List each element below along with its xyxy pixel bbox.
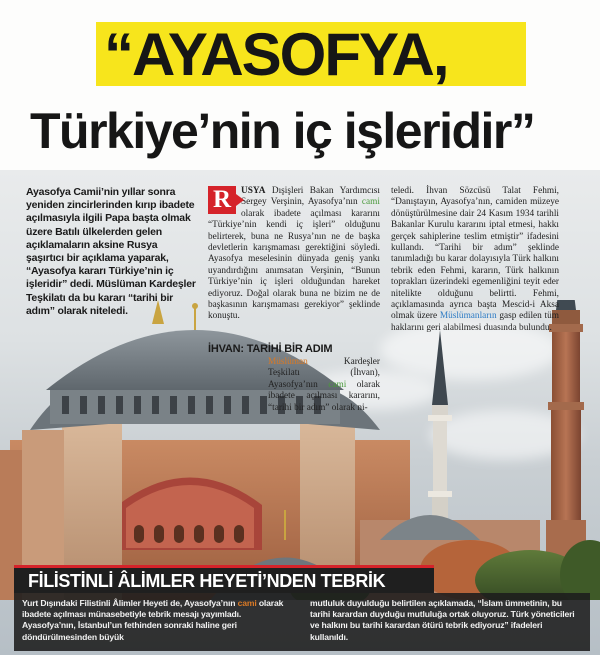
subsection-text [208,357,380,414]
news-box-title: FİLİSTİNLİ ÂLİMLER HEYETİ’NDEN TEBRİK [28,571,386,591]
drop-cap: R [208,186,236,214]
subsection-text-a: Kardeşler Teşkilatı (İhvan), Ayasofya’nın [268,357,380,390]
article-column-3 [391,186,559,334]
col2-caps: USYA [241,186,266,196]
col2-text-b: olarak ibadete açılması kararını “Türkiye’nin kendi iç işleri” olduğunu belirterek, buna ne Rusya’nın ne de başka devletlerin karışmaması gerektiğini söyledi. Ayasofya meselesinin dünyada geniş yankı uyandırdığını anımsatan Verşinin, “Bunun Türkiye’nin iç işleri olduğundan hareket ediyoruz. Doğal olarak buna ne bizim ne de başkasının karışmaması gerekiyor” şeklinde konuştu. [208,208,380,322]
keyword-cami-2: cami [328,379,347,390]
news-col1-text-a: Yurt Dışındaki Filistinli Âlimler Heyeti de, Ayasofya’nın [22,598,238,608]
col3-text-b: gasp edilen tüm haklarını geri alabilmesi duasında bulundu. [391,311,559,333]
article-column-2 [208,186,380,323]
news-box-title-bar [14,565,434,593]
col2-text-a: Dışişleri Bakan Yardımcısı Sergey Verşinin, Ayasofya’nın [241,186,380,208]
news-col1-text-b: olarak ibadete açılması münasebetiyle tebrik mesajı yayımladı. Ayasofya’nın, İstanbul’un fethinden sonraki haline geri döndürülmesinden büyük [22,598,284,642]
lead-paragraph: Ayasofya Camii’nin yıllar sonra yeniden zincirlerinden kırıp ibadete açılmasıyla ilgili Papa başta olmak üzere Batılı ülkelerden gelen açıklamaların aksine Rusya şaşırtıcı bir açıklama yaparak, “Ayasofya kararı Türkiye’nin iç işleridir” dedi. Müslüman Kardeşler Teşkilatı da bu kararı “tarihi bir adım” olarak niteledi. [26,186,196,317]
subsection-heading: İHVAN: TARİHİ BİR ADIM [208,343,333,355]
col3-text-a: teledi. İhvan Sözcüsü Talat Fehmi, “Danıştayın, Ayasofya’nın, camiden müzeye dönüştürülmesine dair 24 Kasım 1934 tarihli Bakanlar Kurulu kararını iptal etmesi, hakkı gerçek sahiplerine teslim etmiştir” ifadesini kullandı. “Tarihi bir adım” şeklinde tanımladığı bu karar dolayısıyla Türk halkını tebrik eden Fehmi, kararın, Türk halkının toprakları üzerindeki egemenliğini teyit eder nitelikte olduğunu belirtti. Fehmi, açıklamasında ayrıca başta Mescid-i Aksa olmak üzere [391,186,559,322]
news-box-column-1 [22,598,292,643]
keyword-muslumanlarin: Müslümanların [439,311,497,322]
news-box-column-2: mutluluk duyulduğu belirtilen açıklamada, “İslam ümmetinin, bu tarihi karardan duyduğu mutluluğa ortak oluyoruz. Türk yöneticileri ve halkını bu tarihi karardan ötürü tebrik ediyoruz” ifadeleri kullanıldı. [310,598,575,642]
headline-line-2: Türkiye’nin iç işleridir” [30,103,535,159]
headline-line-1: “AYASOFYA, [104,21,448,88]
ihvan-subsection [208,343,380,414]
news-box-body [14,593,590,651]
subsection-text-b: olarak ibadete açılması kararını, “tarihi bir adım” olarak ni- [268,379,380,413]
keyword-cami: cami [361,197,380,208]
palestinian-scholars-box [14,565,590,651]
keyword-cami-3: cami [237,598,257,608]
headline-highlight-box [96,22,526,86]
keyword-musluman: Müslüman [268,357,308,367]
